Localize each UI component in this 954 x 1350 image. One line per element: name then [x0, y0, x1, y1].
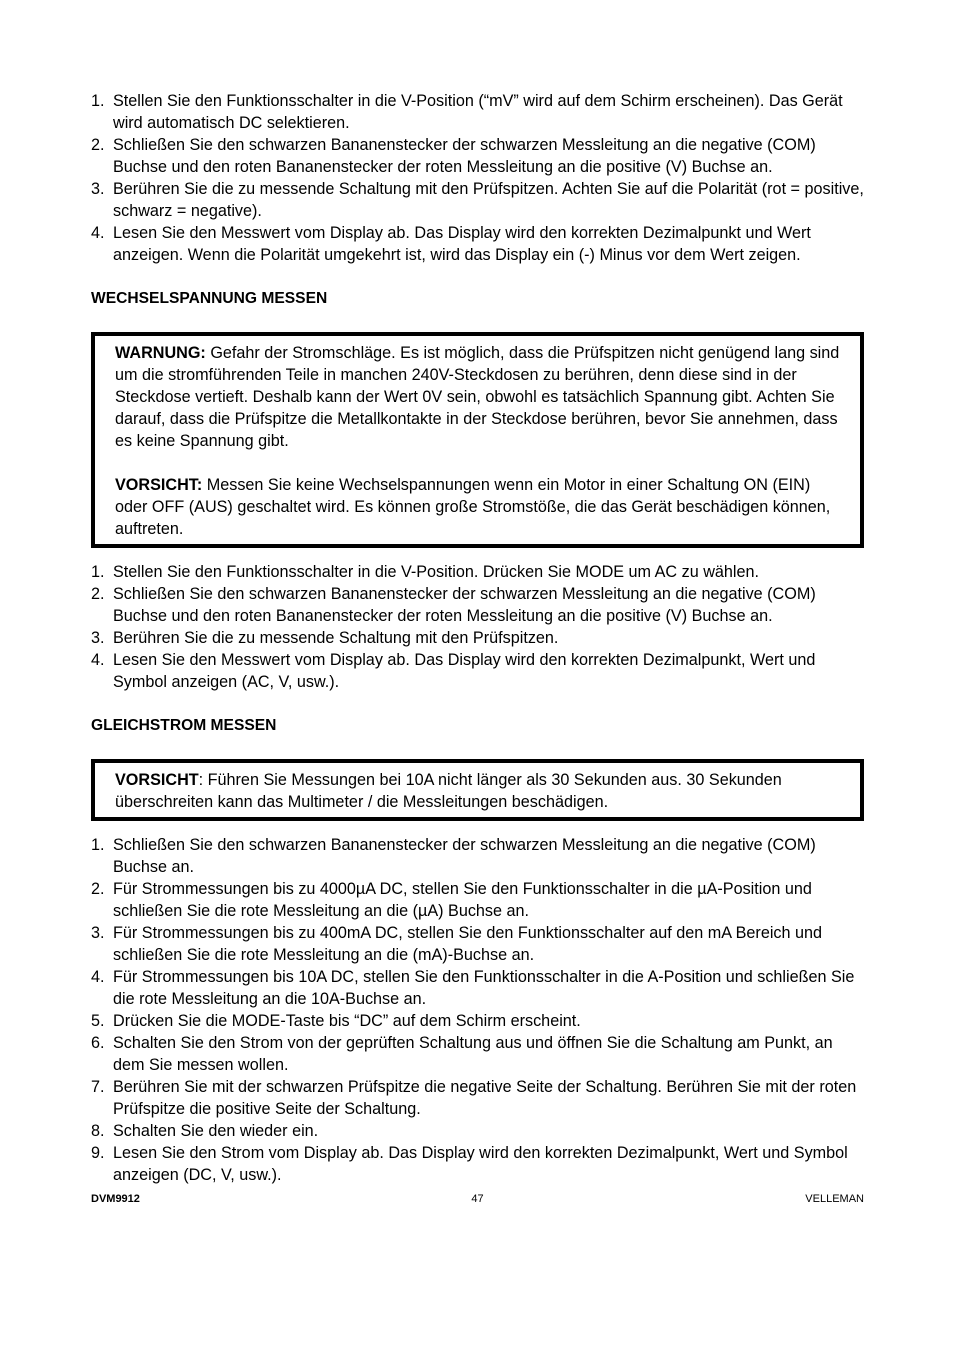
- list-item: 3. Berühren Sie die zu messende Schaltung mit den Prüfspitzen. Achten Sie auf die Polarität (rot = positive, schwarz = negative).: [91, 180, 864, 220]
- warning-paragraph: WARNUNG: Gefahr der Stromschläge. Es ist möglich, dass die Prüfspitzen nicht genügend lang sind um die stromführenden Teile in manchen 240V-Steckdosen zu berühren, denn diese sind in der Steckdose vertieft. Deshalb kann der Wert 0V sein, obwohl es tatsächlich Spannung gibt. Achten Sie darauf, dass die Prüfspitze die Metallkontakte in der Steckdose berühren, bevor Sie annehmen, dass es keine Spannung gibt.: [115, 344, 840, 450]
- dc-voltage-steps: [91, 90, 864, 266]
- list-item: 2. Schließen Sie den schwarzen Bananenstecker der schwarzen Messleitung an die negative (COM) Buchse und den roten Bananenstecker der roten Messleitung an die positive (V) Buchse an.: [91, 585, 816, 625]
- list-item: 2. Schließen Sie den schwarzen Bananenstecker der schwarzen Messleitung an die negative (COM) Buchse und den roten Bananenstecker der roten Messleitung an die positive (V) Buchse an.: [91, 136, 816, 176]
- list-item: 5. Drücken Sie die MODE-Taste bis “DC” auf dem Schirm erscheint.: [91, 1012, 581, 1030]
- list-item: 9. Lesen Sie den Strom vom Display ab. Das Display wird den korrekten Dezimalpunkt, Wert und Symbol anzeigen (DC, V, usw.).: [91, 1144, 848, 1184]
- list-item: 6. Schalten Sie den Strom von der geprüften Schaltung aus und öffnen Sie die Schaltung am Punkt, an dem Sie messen wollen.: [91, 1034, 833, 1074]
- list-item: 4. Für Strommessungen bis 10A DC, stellen Sie den Funktionsschalter in die A-Position und schließen Sie die rote Messleitung an die 10A-Buchse an.: [91, 968, 855, 1008]
- list-item: 4. Lesen Sie den Messwert vom Display ab. Das Display wird den korrekten Dezimalpunkt, Wert und Symbol anzeigen (AC, V, usw.).: [91, 651, 816, 691]
- dc-current-steps: [91, 834, 864, 1186]
- footer-model: DVM9912: [91, 1193, 140, 1205]
- page-footer: [91, 1191, 864, 1207]
- section-heading-ac: WECHSELSPANNUNG MESSEN: [91, 290, 328, 307]
- warning-box-ac: [91, 332, 864, 548]
- list-item: 4. Lesen Sie den Messwert vom Display ab. Das Display wird den korrekten Dezimalpunkt und Wert anzeigen. Wenn die Polarität umgekehrt ist, wird das Display ein (-) Minus vor dem Wert zeigen.: [91, 224, 811, 264]
- section-heading-dc: GLEICHSTROM MESSEN: [91, 717, 277, 734]
- list-item: 3. Berühren Sie die zu messende Schaltung mit den Prüfspitzen.: [91, 629, 559, 647]
- list-item: 3. Für Strommessungen bis zu 400mA DC, stellen Sie den Funktionsschalter auf den mA Bereich und schließen Sie die rote Messleitung an die (mA)-Buchse an.: [91, 924, 823, 964]
- list-item: 1. Stellen Sie den Funktionsschalter in die V-Position. Drücken Sie MODE um AC zu wählen.: [91, 563, 760, 581]
- list-item: 1. Schließen Sie den schwarzen Bananenstecker der schwarzen Messleitung an die negative (COM) Buchse an.: [91, 836, 816, 876]
- caution-label: VORSICHT: [115, 771, 199, 789]
- caution-box-dc: [91, 759, 864, 821]
- ac-voltage-steps: [91, 561, 864, 693]
- caution-paragraph: VORSICHT: Führen Sie Messungen bei 10A nicht länger als 30 Sekunden aus. 30 Sekunden überschreiten kann das Multimeter / die Messleitungen beschädigen.: [115, 771, 782, 811]
- caution-paragraph: VORSICHT: Messen Sie keine Wechselspannungen wenn ein Motor in einer Schaltung ON (EIN) oder OFF (AUS) geschaltet wird. Es können große Stromstöße, die das Gerät beschädigen können, auftreten.: [115, 476, 831, 538]
- warning-label: WARNUNG:: [115, 344, 206, 362]
- document-page: [91, 90, 864, 1186]
- list-item: 2. Für Strommessungen bis zu 4000µA DC, stellen Sie den Funktionsschalter in die µA-Position und schließen Sie die rote Messleitung an die (µA) Buchse an.: [91, 880, 812, 920]
- list-item: 8. Schalten Sie den wieder ein.: [91, 1122, 319, 1140]
- list-item: 1. Stellen Sie den Funktionsschalter in die V-Position (“mV” wird auf dem Schirm erscheinen). Das Gerät wird automatisch DC selektieren.: [91, 92, 843, 132]
- footer-brand: VELLEMAN: [805, 1193, 864, 1205]
- list-item: 7. Berühren Sie mit der schwarzen Prüfspitze die negative Seite der Schaltung. Berühren Sie mit der roten Prüfspitze die positive Seite der Schaltung.: [91, 1078, 857, 1118]
- caution-label: VORSICHT:: [115, 476, 203, 494]
- footer-page-number: 47: [471, 1193, 484, 1205]
